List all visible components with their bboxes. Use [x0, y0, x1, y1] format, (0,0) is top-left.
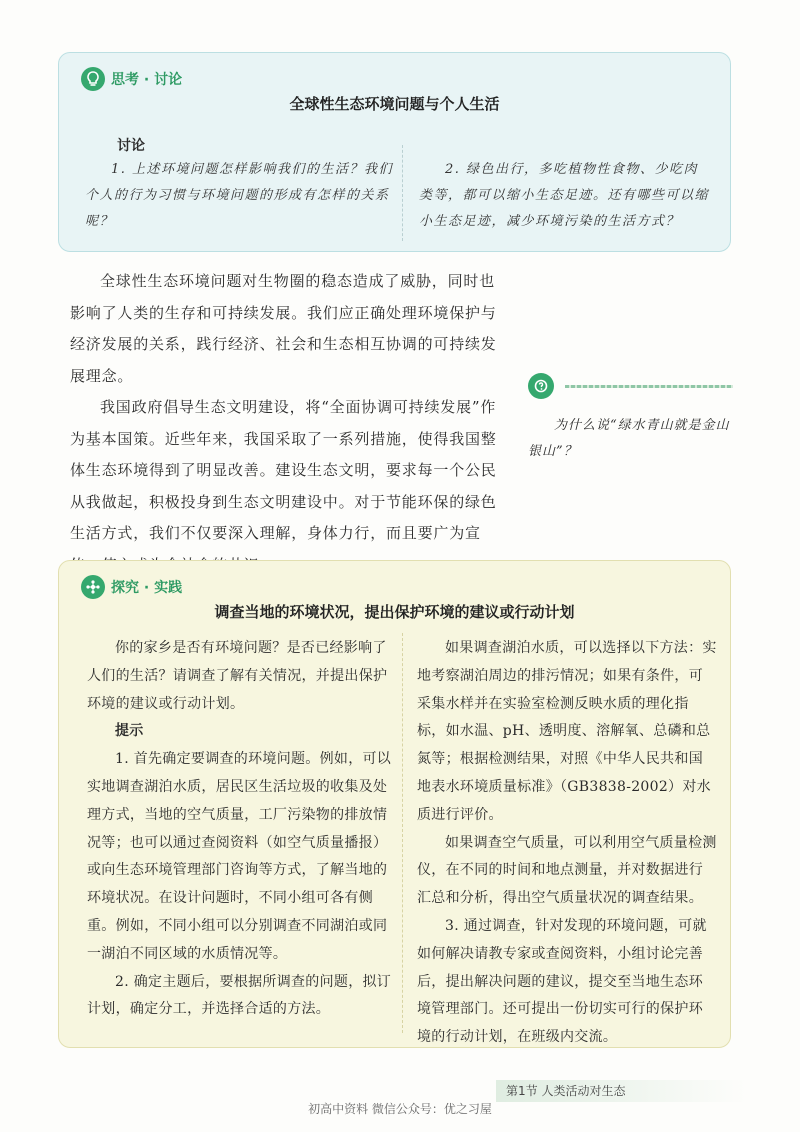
side-note-rule: [565, 385, 733, 388]
lightbulb-icon: [81, 67, 105, 91]
think-discuss-label: 思考 · 讨论: [111, 72, 183, 88]
discussion-question-2: 2. 绿色出行，多吃植物性食物、少吃肉类等，都可以缩小生态足迹。还有哪些可以缩小生态足迹，减少环境污染的生活方式？: [419, 162, 710, 229]
hint-step-2: 2. 确定主题后，要根据所调查的问题，拟订计划，确定分工，并选择合适的方法。: [87, 973, 392, 1018]
side-note-question: 为什么说“绿水青山就是金山银山”？: [528, 418, 730, 459]
think-discuss-box: [58, 52, 731, 252]
explore-box-title: 调查当地的环境状况，提出保护环境的建议或行动计划: [214, 603, 575, 621]
explore-left-column: [87, 635, 393, 1024]
explore-practice-label: 探究 · 实践: [111, 580, 183, 596]
lake-water-method: 如果调查湖泊水质，可以选择以下方法：实地考察湖泊周边的排污情况；如果有条件，可采集水样并在实验室检测反映水质的理化指标，如水温、pH、透明度、溶解氧、总磷和总氮等；根据检测结果，对照《中华人民共和国地表水环境质量标准》（GB3838-2002）对水质进行评价。: [417, 640, 717, 823]
page-credit: 初高中资料 微信公众号：优之习屋: [308, 1102, 492, 1116]
main-body-text: [70, 266, 510, 581]
explore-right-column: [417, 635, 717, 1052]
question-bubble-icon: [528, 373, 554, 399]
side-note: [528, 373, 738, 465]
explore-intro: 你的家乡是否有环境问题？是否已经影响了人们的生活？请调查了解有关情况，并提出保护环境的建议或行动计划。: [87, 640, 388, 712]
air-quality-method: 如果调查空气质量，可以利用空气质量检测仪，在不同的时间和地点测量，并对数据进行汇总和分析，得出空气质量状况的调查结果。: [417, 834, 717, 907]
think-discuss-tag: [81, 67, 182, 91]
molecule-icon: [81, 575, 105, 599]
discuss-heading: 讨论: [117, 138, 145, 154]
section-footer: 第1节 人类活动对生态: [496, 1080, 746, 1102]
explore-practice-tag: [81, 575, 182, 599]
think-box-title: 全球性生态环境问题与个人生活: [289, 95, 500, 113]
body-paragraph-1: 全球性生态环境问题对生物圈的稳态造成了威胁，同时也影响了人类的生存和可持续发展。我们应正确处理环境保护与经济发展的关系，践行经济、社会和生态相互协调的可持续发展理念。: [70, 272, 497, 385]
discussion-question-1: 1. 上述环境问题怎样影响我们的生活？我们个人的行为习惯与环境问题的形成有怎样的关系呢？: [85, 162, 394, 229]
column-divider: [402, 145, 403, 241]
body-paragraph-2: 我国政府倡导生态文明建设，将“全面协调可持续发展”作为基本国策。近些年来，我国采取了一系列措施，使得我国整体生态环境得到了明显改善。建设生态文明，要求每一个公民从我做起，积极投身到生态文明建设中。对于节能环保的绿色生活方式，我们不仅要深入理解，身体力行，而且要广为宣: [70, 398, 497, 542]
column-divider: [402, 633, 403, 1033]
hint-step-1: 1. 首先确定要调查的环境问题。例如，可以实地调查湖泊水质，居民区生活垃圾的收集及处理方式，当地的空气质量，工厂污染物的排放情况等；也可以通过查阅资料（如空气质量播报）或向生态环境管理部门咨询等方式，了解当地的环境状况。在设计问题时，不同小组可各有侧重。例如，不同小组可以分别调查不同湖泊或同一湖泊不同区域的水质情况等。: [87, 751, 392, 962]
hint-heading: 提示: [115, 723, 144, 740]
hint-step-3: 3. 通过调查，针对发现的环境问题，可就如何解决请教专家或查阅资料，小组讨论完善后，提出解决问题的建议，提交至当地生态环境管理部门。还可提出一份切实可行的保护环境的行动计划，在班级内交流。: [417, 917, 707, 1046]
explore-practice-box: [58, 560, 731, 1048]
